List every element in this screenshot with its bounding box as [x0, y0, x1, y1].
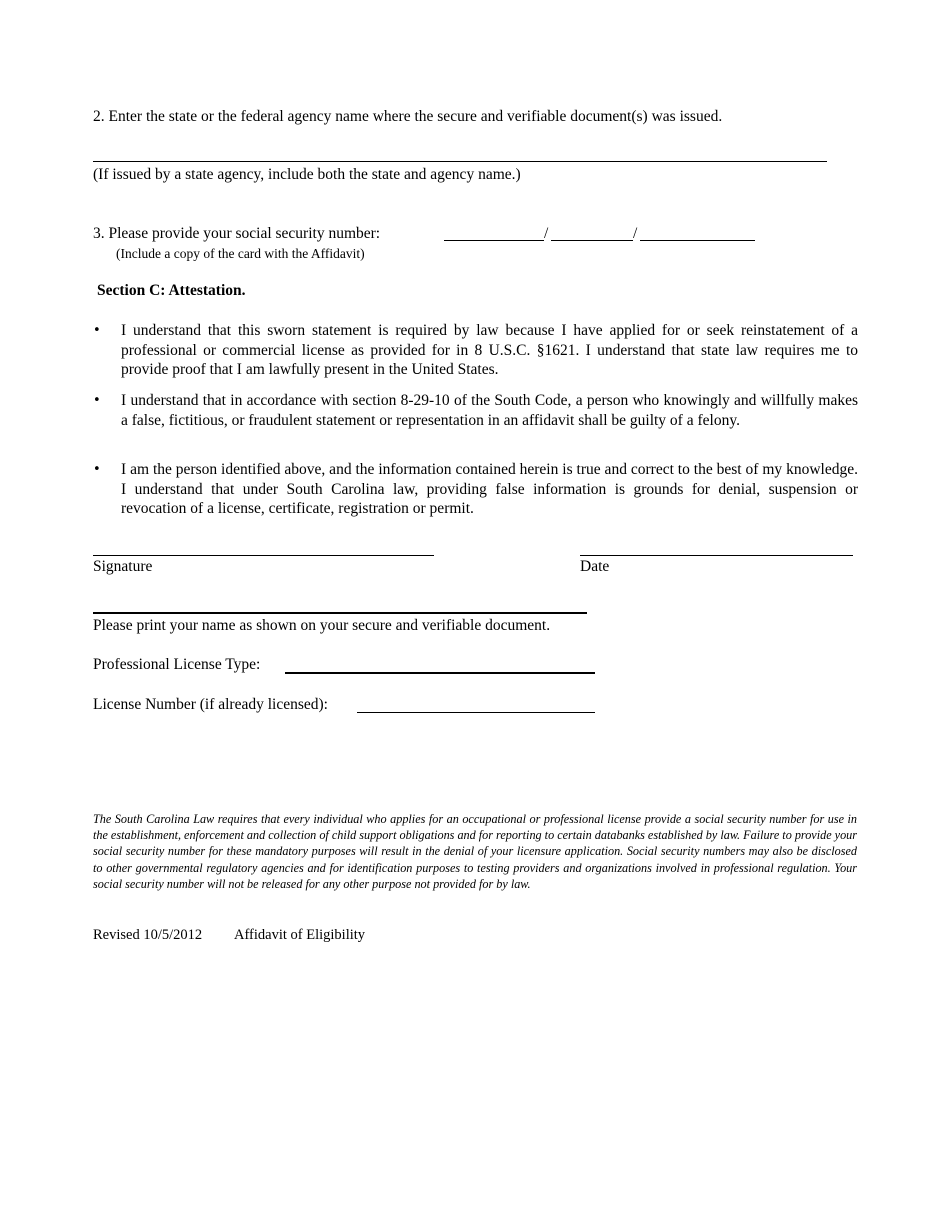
question-3-prompt: 3. Please provide your social security number: — [93, 225, 381, 242]
license-number-label: License Number (if already licensed): — [93, 696, 328, 713]
date-field[interactable] — [580, 555, 853, 556]
attestation-text: I understand that this sworn statement is required by law because I have applied for or seek reinstatement of a professional or commercial license as provided for in 8 U.S.C. §1621. I understand that state law requires me to provide proof that I am lawfully present in the United States. — [121, 322, 858, 378]
privacy-notice: The South Carolina Law requires that every individual who applies for an occupational or professional license provide a social security number for use in the establishment, enforcement and collection of child support obligations and for reporting to certain databanks established by law. Failure to provide your social security number for these mandatory purposes will result in the denial of your licensure application. Social security numbers may also be disclosed to other governmental regulatory agencies and for identification purposes to testing providers and organizations involved in professional regulation. Your social security number will not be released for any other purpose not provided for by law. — [93, 812, 857, 891]
form-name: Affidavit of Eligibility — [234, 927, 366, 943]
section-c-heading: Section C: Attestation. — [97, 282, 246, 299]
license-type-label: Professional License Type: — [93, 656, 261, 673]
bullet-icon: • — [93, 462, 101, 477]
attestation-item — [93, 460, 858, 520]
ssn-field-part-1[interactable] — [444, 240, 544, 241]
bullet-icon: • — [93, 393, 101, 408]
question-2-prompt: 2. Enter the state or the federal agency name where the secure and verifiable document(s) was issued. — [93, 108, 723, 125]
signature-label: Signature — [93, 558, 153, 575]
attestation-text: I understand that in accordance with section 8-29-10 of the South Code, a person who knowingly and willfully makes a false, fictitious, or fraudulent statement or representation in an affidavit shall be guilty of a felony. — [121, 392, 858, 429]
question-3-note: (Include a copy of the card with the Affidavit) — [116, 246, 365, 261]
ssn-slash-1: / — [544, 225, 549, 242]
revision-date: Revised 10/5/2012 — [93, 927, 203, 943]
ssn-slash-2: / — [633, 225, 638, 242]
license-type-field[interactable] — [285, 672, 595, 674]
printed-name-label: Please print your name as shown on your secure and verifiable document. — [93, 617, 551, 634]
printed-name-field[interactable] — [93, 612, 587, 614]
ssn-field-part-3[interactable] — [640, 240, 755, 241]
attestation-text: I am the person identified above, and the information contained herein is true and correct to the best of my knowledge. I understand that under South Carolina law, providing false information is grounds for denial, suspension or revocation of a license, certificate, registration or permit. — [121, 461, 858, 517]
question-2-hint: (If issued by a state agency, include both the state and agency name.) — [93, 166, 521, 183]
ssn-field-part-2[interactable] — [551, 240, 633, 241]
agency-name-field[interactable] — [93, 161, 827, 162]
attestation-item — [93, 321, 858, 381]
signature-field[interactable] — [93, 555, 434, 556]
date-label: Date — [580, 558, 610, 575]
attestation-item — [93, 391, 858, 451]
bullet-icon: • — [93, 323, 101, 338]
license-number-field[interactable] — [357, 712, 595, 713]
